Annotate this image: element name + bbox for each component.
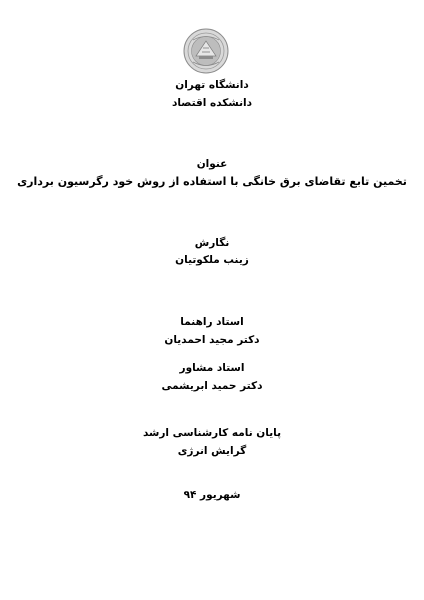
thesis-title: تخمین تابع تقاضای برق خانگی با استفاده از روش خود رگرسیون برداری	[17, 175, 407, 188]
supervisor-name: دکتر مجید احمدیان	[164, 334, 260, 346]
university-seal-logo	[183, 28, 229, 74]
advisor-heading: استاد مشاور	[179, 362, 245, 374]
field-label: گرایش انرژی	[177, 445, 247, 457]
author-name: زینب ملکوتیان	[175, 254, 249, 266]
title-heading: عنوان	[196, 158, 228, 170]
degree-label: پایان نامه کارشناسی ارشد	[142, 427, 282, 439]
submission-date: شهریور ۹۴	[183, 489, 241, 501]
supervisor-heading: استاد راهنما	[180, 316, 244, 328]
author-heading: نگارش	[194, 237, 230, 249]
advisor-name: دکتر حمید ابریشمی	[161, 380, 263, 392]
university-name: دانشگاه تهران	[175, 79, 249, 91]
faculty-name: دانشکده اقتصاد	[171, 97, 253, 109]
